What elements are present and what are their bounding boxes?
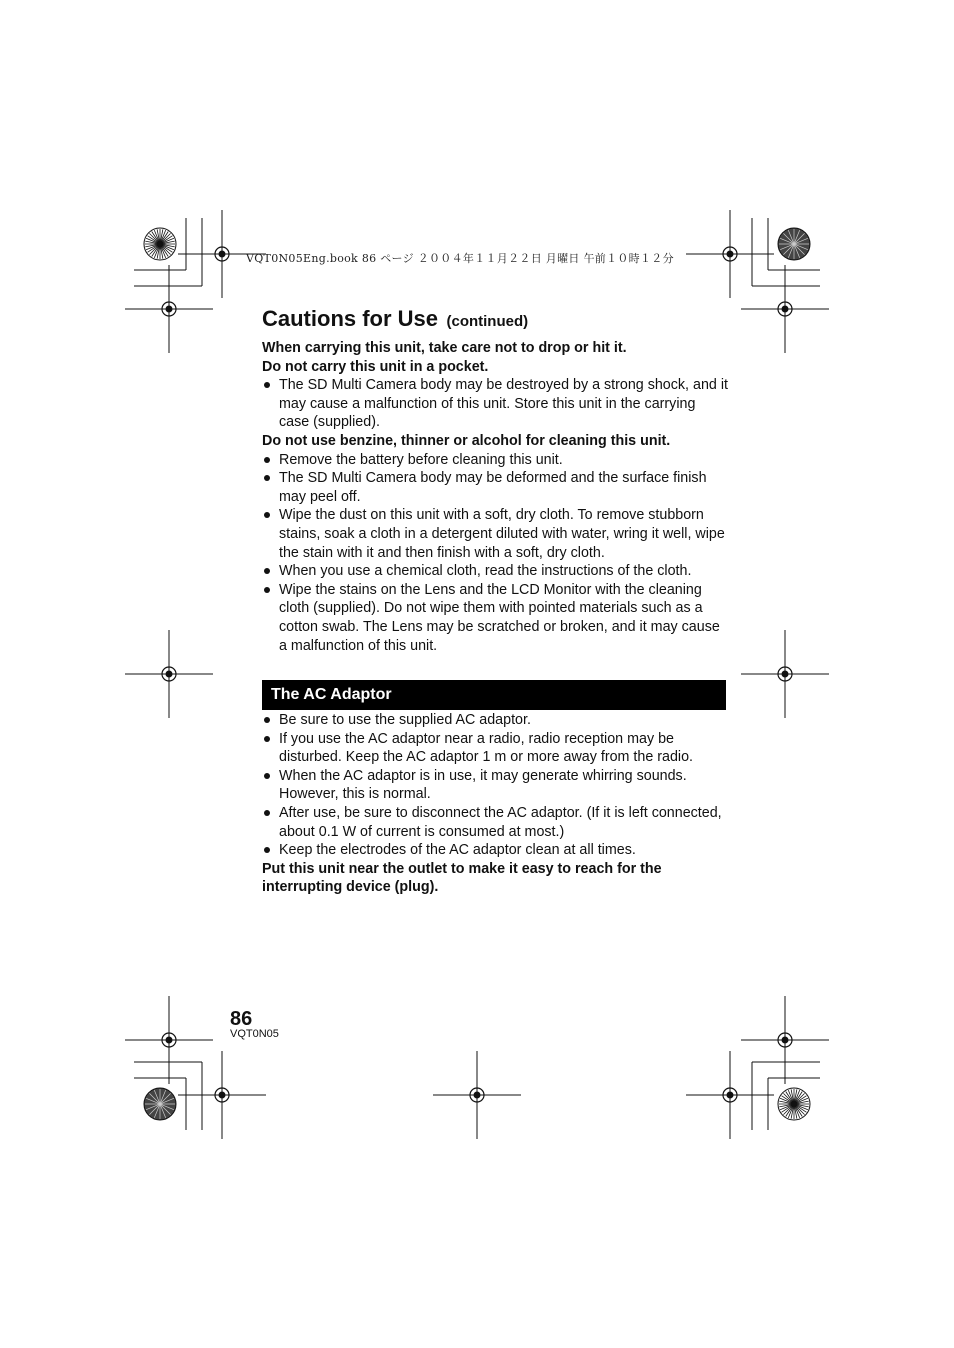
bullet-icon [264,457,270,463]
list-item: Wipe the stains on the Lens and the LCD Monitor with the cleaning cloth (supplied). Do not wipe them with pointed materials such as a cotton swab. The Lens may be scratched or broken, and it may cause a malfunction of this unit. [262,581,728,655]
list-item: Keep the electrodes of the AC adaptor clean at all times. [262,841,728,860]
list-item: The SD Multi Camera body may be deformed and the surface finish may peel off. [262,469,728,506]
ac-adaptor-heading: The AC Adaptor [271,686,392,703]
bullet-icon [264,587,270,593]
bullet-icon [264,382,270,388]
list-item: Wipe the dust on this unit with a soft, dry cloth. To remove stubborn stains, soak a cloth in a detergent diluted with water, wring it well, wipe the stain with it and then finish with a soft, dry cloth. [262,506,728,562]
bullet-icon [264,717,270,723]
registration-mark [125,630,213,718]
registration-mark [686,1051,774,1139]
page-title [262,306,528,332]
bullet-icon [264,810,270,816]
registration-mark [125,996,213,1084]
list-item: After use, be sure to disconnect the AC adaptor. (If it is left connected, about 0.1 W of current is consumed at most.) [262,804,728,841]
registration-mark [741,630,829,718]
outlet-note-2: interrupting device (plug). [262,879,439,896]
list-item: If you use the AC adaptor near a radio, radio reception may be disturbed. Keep the AC adaptor 1 m or more away from the radio. [262,730,728,767]
bullet-icon [264,847,270,853]
page-title-sub: (continued) [446,313,529,330]
ac-adaptor-bullets [262,711,728,860]
carrying-bullets [262,376,728,432]
bullet-icon [264,736,270,742]
document-code: VQT0N05 [230,1028,279,1040]
carrying-heading-2: Do not carry this unit in a pocket. [262,358,489,375]
bullet-icon [264,512,270,518]
cleaning-heading: Do not use benzine, thinner or alcohol for cleaning this unit. [262,432,671,449]
ac-adaptor-body [262,711,728,897]
registration-mark [741,996,829,1084]
registration-mark [125,265,213,353]
bullet-icon [264,773,270,779]
list-item: When you use a chemical cloth, read the instructions of the cloth. [262,562,728,581]
outlet-note-1: Put this unit near the outlet to make it easy to reach for the [262,860,662,877]
cleaning-bullets [262,451,728,656]
starburst-target [144,1088,176,1120]
starburst-target [144,228,176,260]
ac-adaptor-section-header [262,680,726,710]
cautions-body [262,339,728,655]
bullet-icon [264,475,270,481]
page-number: 86 [230,1008,253,1030]
print-header: VQT0N05Eng.book 86 ページ ２００４年１１月２２日 月曜日 午前１０時１２分 [246,252,674,265]
list-item: Remove the battery before cleaning this unit. [262,451,728,470]
starburst-target [778,228,810,260]
list-item: The SD Multi Camera body may be destroyed by a strong shock, and it may cause a malfunction of this unit. Store this unit in the carrying case (supplied). [262,376,728,432]
list-item: Be sure to use the supplied AC adaptor. [262,711,728,730]
list-item: When the AC adaptor is in use, it may generate whirring sounds. However, this is normal. [262,767,728,804]
bullet-icon [264,568,270,574]
registration-mark [741,265,829,353]
registration-mark [178,1051,266,1139]
page-title-main: Cautions for Use [262,306,439,331]
registration-mark [433,1051,521,1139]
carrying-heading-1: When carrying this unit, take care not to drop or hit it. [262,340,627,356]
starburst-target [778,1088,810,1120]
